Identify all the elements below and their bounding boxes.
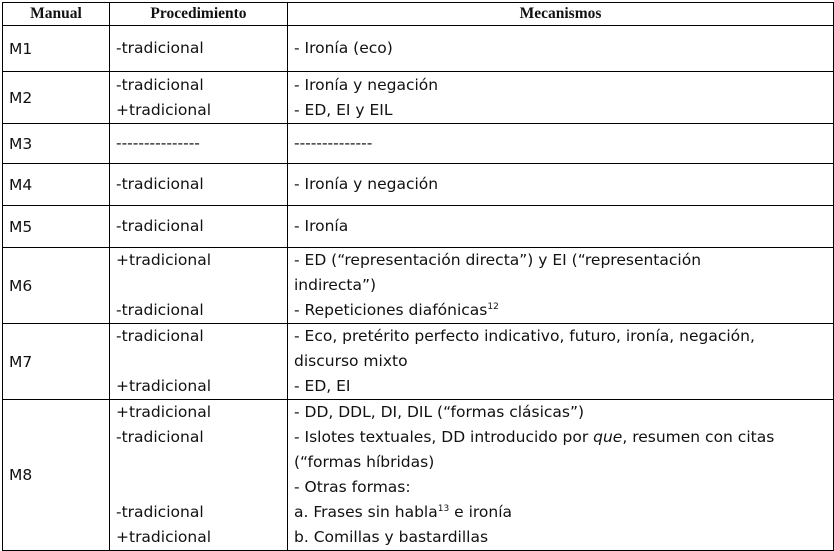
manual-cell: M7 bbox=[3, 324, 110, 400]
mec-line: - Ironía bbox=[294, 217, 349, 235]
mec-line bbox=[294, 425, 827, 450]
mec-line: b. Comillas y bastardillas bbox=[294, 528, 489, 546]
table-row bbox=[3, 400, 834, 551]
proc-line: +tradicional bbox=[116, 100, 212, 119]
procedimiento-cell bbox=[110, 324, 288, 400]
proc-line bbox=[116, 450, 281, 475]
mec-italic: que bbox=[593, 428, 623, 446]
proc-line bbox=[116, 273, 281, 298]
mec-text: - Islotes textuales, DD introducido por bbox=[294, 428, 594, 446]
mec-line: discurso mixto bbox=[294, 352, 408, 370]
manual-cell: M3 bbox=[3, 124, 110, 164]
mecanismos-cell bbox=[288, 400, 834, 551]
mec-text: a. Frases sin habla bbox=[294, 503, 438, 521]
mecanismos-cell bbox=[288, 72, 834, 124]
mec-text: e ironía bbox=[449, 503, 513, 521]
mec-line: - DD, DDL, DI, DIL (“formas clásicas”) bbox=[294, 403, 585, 421]
mec-text: , resumen con citas bbox=[622, 428, 775, 446]
proc-line: +tradicional bbox=[116, 377, 212, 395]
mec-line: indirecta”) bbox=[294, 276, 377, 294]
proc-line bbox=[116, 349, 281, 374]
manual-cell: M5 bbox=[3, 206, 110, 248]
procedimiento-cell bbox=[110, 72, 288, 124]
mec-line: (“formas híbridas) bbox=[294, 453, 435, 471]
procedimiento-cell bbox=[110, 26, 288, 72]
proc-line: -tradicional bbox=[116, 75, 204, 94]
proc-line: --------------- bbox=[116, 134, 200, 152]
table-row bbox=[3, 26, 834, 72]
manual-cell: M8 bbox=[3, 400, 110, 551]
mec-line bbox=[294, 500, 827, 525]
mec-line bbox=[294, 298, 827, 323]
mecanismos-cell bbox=[288, 206, 834, 248]
proc-line: -tradicional bbox=[116, 301, 204, 319]
procedimiento-cell bbox=[110, 206, 288, 248]
table-row bbox=[3, 72, 834, 124]
mecanismos-cell bbox=[288, 26, 834, 72]
mechanisms-table bbox=[2, 2, 834, 551]
table-row bbox=[3, 124, 834, 164]
procedimiento-cell bbox=[110, 124, 288, 164]
mec-line: - Ironía y negación bbox=[294, 175, 439, 193]
mec-line: - Ironía (eco) bbox=[294, 39, 393, 57]
procedimiento-cell bbox=[110, 248, 288, 324]
mecanismos-cell bbox=[288, 248, 834, 324]
proc-line: -tradicional bbox=[116, 39, 204, 57]
mec-line: - ED (“representación directa”) y EI (“representación bbox=[294, 251, 702, 269]
procedimiento-cell bbox=[110, 164, 288, 206]
mec-text: - Repeticiones diafónicas bbox=[294, 301, 488, 319]
table-row bbox=[3, 206, 834, 248]
proc-line bbox=[116, 475, 281, 500]
mec-line: - Eco, pretérito perfecto indicativo, futuro, ironía, negación, bbox=[294, 327, 755, 345]
mec-line: - ED, EI y EIL bbox=[294, 100, 393, 119]
proc-line: -tradicional bbox=[116, 503, 204, 521]
footnote-ref: 13 bbox=[437, 503, 450, 514]
header-mecanismos: Mecanismos bbox=[288, 3, 834, 26]
proc-line: +tradicional bbox=[116, 251, 212, 269]
proc-line: +tradicional bbox=[116, 528, 212, 546]
proc-line: -tradicional bbox=[116, 217, 204, 235]
header-manual: Manual bbox=[3, 3, 110, 26]
manual-cell: M4 bbox=[3, 164, 110, 206]
mec-line: - ED, EI bbox=[294, 377, 351, 395]
proc-line: +tradicional bbox=[116, 403, 212, 421]
proc-line: -tradicional bbox=[116, 428, 204, 446]
proc-line: -tradicional bbox=[116, 175, 204, 193]
manual-cell: M6 bbox=[3, 248, 110, 324]
mecanismos-cell bbox=[288, 324, 834, 400]
manual-cell: M2 bbox=[3, 72, 110, 124]
mecanismos-cell bbox=[288, 124, 834, 164]
footnote-ref: 12 bbox=[487, 301, 499, 312]
mec-line: -------------- bbox=[294, 134, 373, 152]
table-row bbox=[3, 248, 834, 324]
mecanismos-cell bbox=[288, 164, 834, 206]
mec-line: - Ironía y negación bbox=[294, 75, 439, 94]
table-row bbox=[3, 164, 834, 206]
header-procedimiento: Procedimiento bbox=[110, 3, 288, 26]
header-row bbox=[3, 3, 834, 26]
mec-line: - Otras formas: bbox=[294, 478, 411, 496]
manual-cell: M1 bbox=[3, 26, 110, 72]
proc-line: -tradicional bbox=[116, 327, 204, 345]
table-row bbox=[3, 324, 834, 400]
procedimiento-cell bbox=[110, 400, 288, 551]
